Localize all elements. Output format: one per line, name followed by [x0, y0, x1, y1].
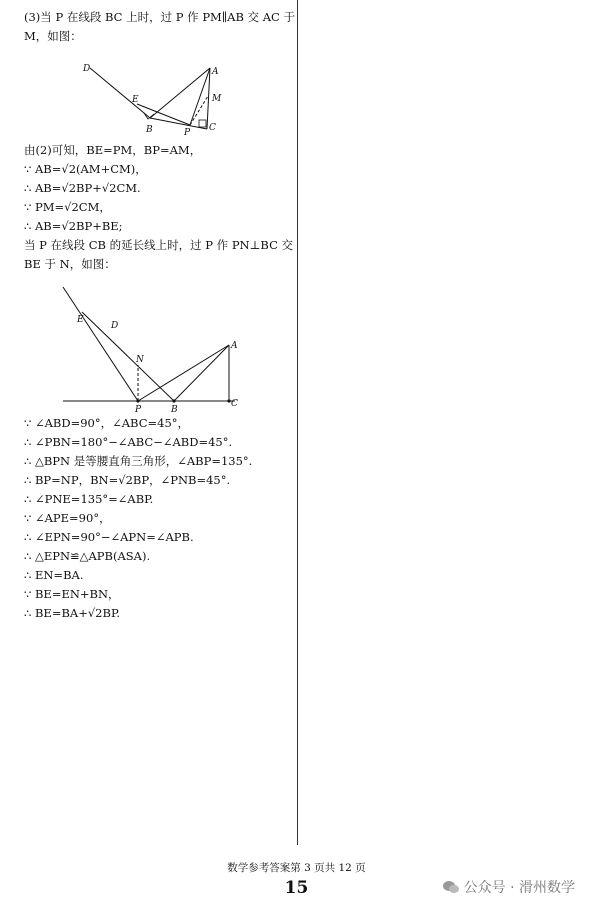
right-angle-C	[199, 120, 206, 127]
label-B: B	[171, 405, 178, 412]
label-D: D	[83, 64, 91, 74]
text-column	[24, 8, 294, 46]
line-B-A	[174, 345, 229, 401]
text-column	[24, 414, 294, 623]
text-line-12: ∴ △BPN 是等腰直角三角形，∠ABP=135°.	[24, 454, 253, 468]
text-line-19: ∵ BE=EN+BN，	[24, 587, 120, 601]
text-line-9: BE 于 N，如图：	[24, 257, 116, 271]
text-line-14: ∴ ∠PNE=135°=∠ABP.	[24, 492, 154, 506]
geometry-figure-1	[80, 56, 240, 136]
text-line-5: ∴ AB=√2BP+√2CM.	[24, 181, 141, 195]
point-P	[136, 399, 139, 402]
line-A-C	[207, 68, 210, 129]
text-line-4: ∵ AB=√2(AM+CM)，	[24, 162, 147, 176]
watermark-text: 公众号 · 滑州数学	[463, 880, 575, 896]
label-A: A	[212, 67, 219, 77]
text-line-20: ∴ BE=BA+√2BP.	[24, 606, 121, 620]
text-line-16: ∴ ∠EPN=90°−∠APN=∠APB.	[24, 530, 194, 544]
label-P: P	[184, 128, 191, 136]
label-N: N	[136, 355, 144, 365]
page-footer-caption: 数学参考答案第 3 页共 12 页	[227, 862, 366, 874]
text-line-3: 由(2)可知，BE=PM，BP=AM，	[24, 143, 202, 157]
text-line-8: 当 P 在线段 CB 的延长线上时，过 P 作 PN⊥BC 交	[24, 238, 294, 252]
label-P: P	[135, 405, 142, 412]
watermark	[442, 877, 575, 897]
page-number: 15	[284, 878, 309, 898]
line-B-C	[150, 118, 207, 129]
wechat-icon	[442, 880, 460, 894]
text-line-2: M，如图：	[24, 29, 82, 43]
text-line-10: ∵ ∠ABD=90°，∠ABC=45°，	[24, 416, 190, 430]
text-line-7: ∴ AB=√2BP+BE;	[24, 219, 123, 233]
text-line-18: ∴ EN=BA.	[24, 568, 84, 582]
label-C: C	[231, 399, 238, 409]
text-line-15: ∵ ∠APE=90°，	[24, 511, 111, 525]
label-A: A	[231, 341, 238, 351]
label-E: E	[132, 95, 139, 105]
text-line-1: (3)当 P 在线段 BC 上时，过 P 作 PM∥AB 交 AC 于	[24, 10, 295, 24]
text-line-17: ∴ △EPN≌△APB(ASA).	[24, 549, 151, 563]
text-line-13: ∴ BP=NP，BN=√2BP，∠PNB=45°.	[24, 473, 231, 487]
column-divider	[297, 0, 298, 845]
label-M: M	[212, 94, 222, 104]
label-B: B	[146, 125, 153, 135]
line-E-P	[63, 287, 138, 401]
text-line-6: ∵ PM=√2CM，	[24, 200, 111, 214]
label-D: D	[111, 321, 119, 331]
line-D-B	[90, 68, 150, 118]
point-B	[172, 399, 175, 402]
geometry-figure-2	[55, 282, 255, 412]
line-P-A	[138, 345, 229, 401]
text-line-11: ∴ ∠PBN=180°−∠ABC−∠ABD=45°.	[24, 435, 233, 449]
label-C: C	[209, 123, 216, 133]
text-column	[24, 141, 294, 274]
label-E: E	[77, 315, 84, 325]
